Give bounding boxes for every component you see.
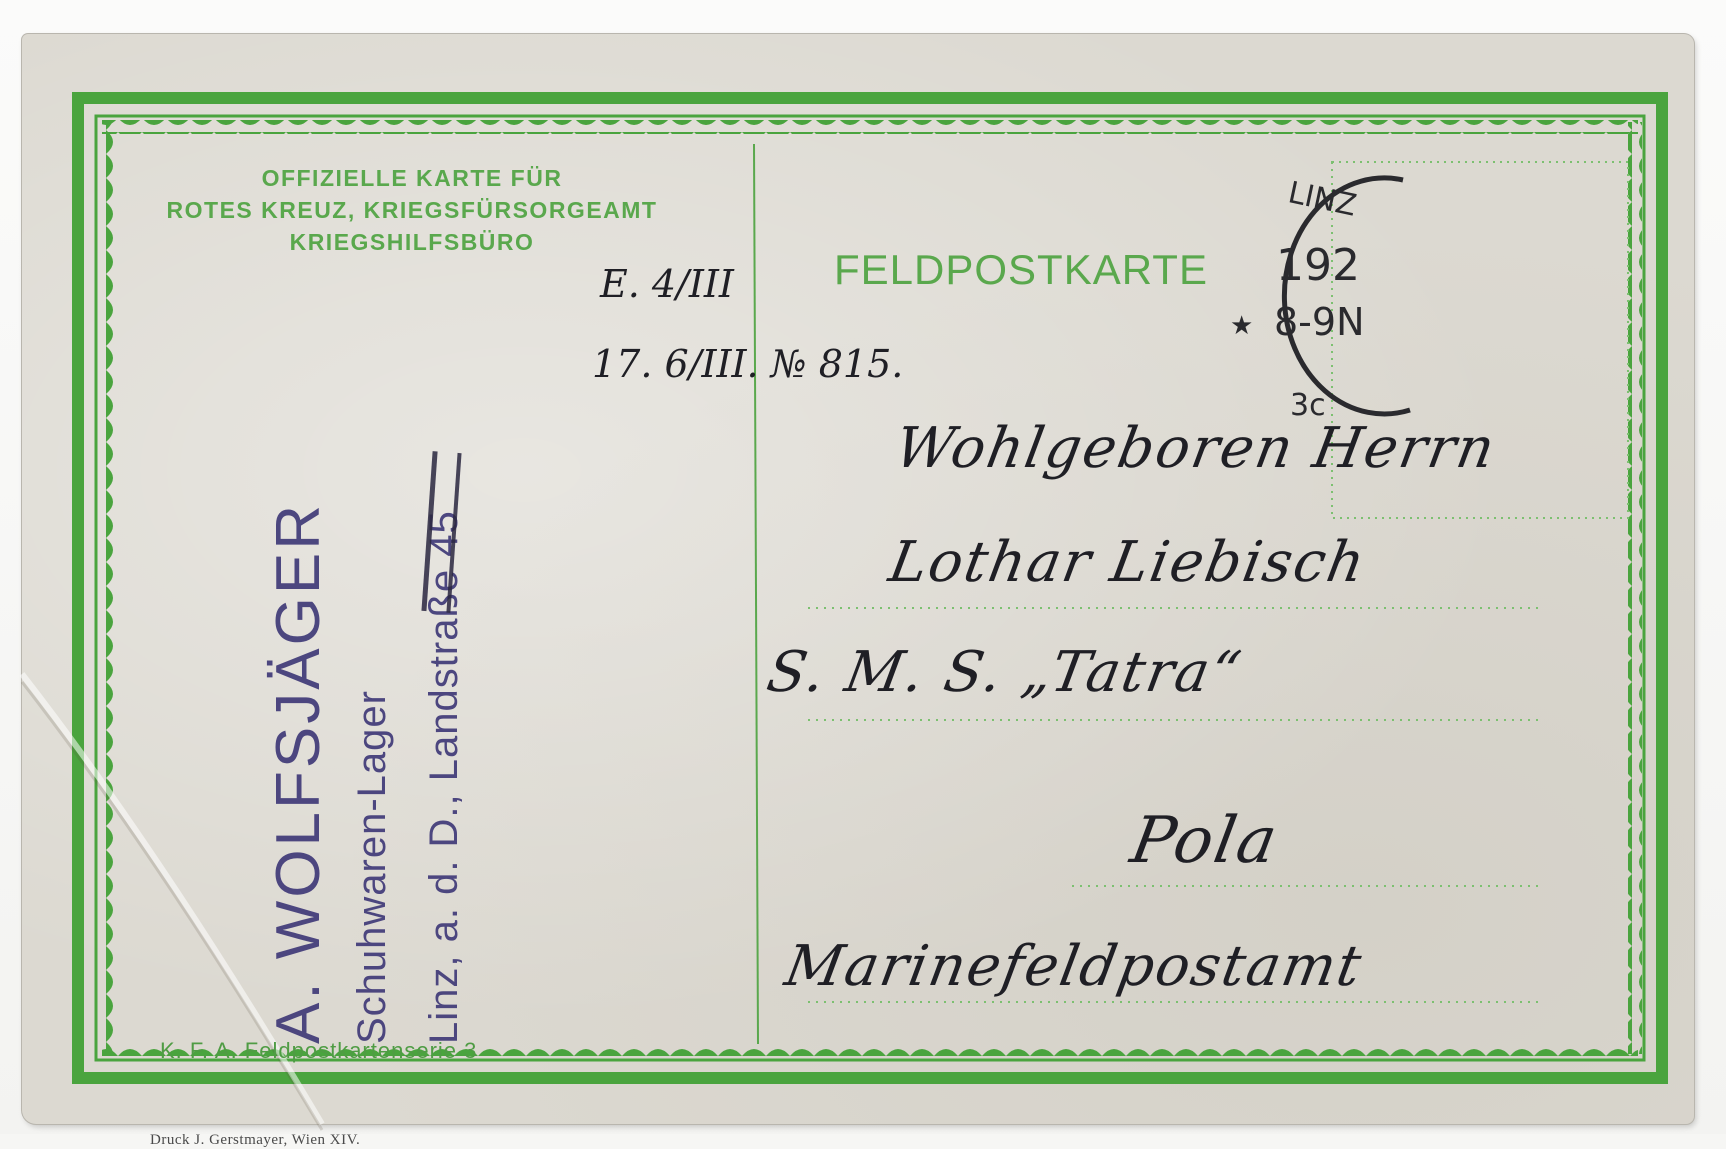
header-line-3: KRIEGSHILFSBÜRO [289, 229, 535, 255]
postcard [22, 34, 1694, 1148]
header-line-1: OFFIZIELLE KARTE FÜR [261, 165, 563, 191]
address-line-office: Marinefeldpostamt [780, 934, 1368, 999]
address-line-city: Pola [1125, 804, 1285, 878]
note-line-2: 17. 6/III. № 815. [592, 342, 904, 386]
postmark-number: 3c [1290, 388, 1326, 423]
scallop-top [102, 120, 1638, 134]
card-title: FELDPOSTKARTE [834, 246, 1208, 293]
sender-stamp-line2: Schuhwaren-Lager [350, 690, 394, 1044]
postmark-town: LINZ [1285, 175, 1360, 224]
header-block [132, 162, 692, 258]
header-line-2: ROTES KREUZ, KRIEGSFÜRSORGEAMT [166, 197, 658, 223]
postmark-time: 8-9N [1274, 300, 1365, 344]
address-line-ship: S. M. S. „Tatra“ [762, 640, 1248, 705]
note-line-1: E. 4/III [600, 262, 734, 306]
postmark [1218, 174, 1428, 444]
address-line-name: Lothar Liebisch [884, 530, 1372, 595]
address-line-greeting: Wohlgeboren Herrn [890, 416, 1502, 481]
series-label: K. F. A. Feldpostkartenserie 3 [160, 1038, 478, 1063]
sender-stamp-line3: Linz, a. d. D., Landstraße 45 [422, 510, 466, 1044]
scallop-right [1628, 122, 1642, 1054]
center-divider [754, 144, 758, 1044]
postmark-date: 192 [1276, 240, 1360, 291]
sender-stamp-name: A. WOLFSJÄGER [264, 502, 333, 1044]
printer-label: Druck J. Gerstmayer, Wien XIV. [150, 1132, 361, 1148]
scallop-left [100, 122, 114, 1054]
svg-text:★: ★ [1230, 311, 1254, 341]
